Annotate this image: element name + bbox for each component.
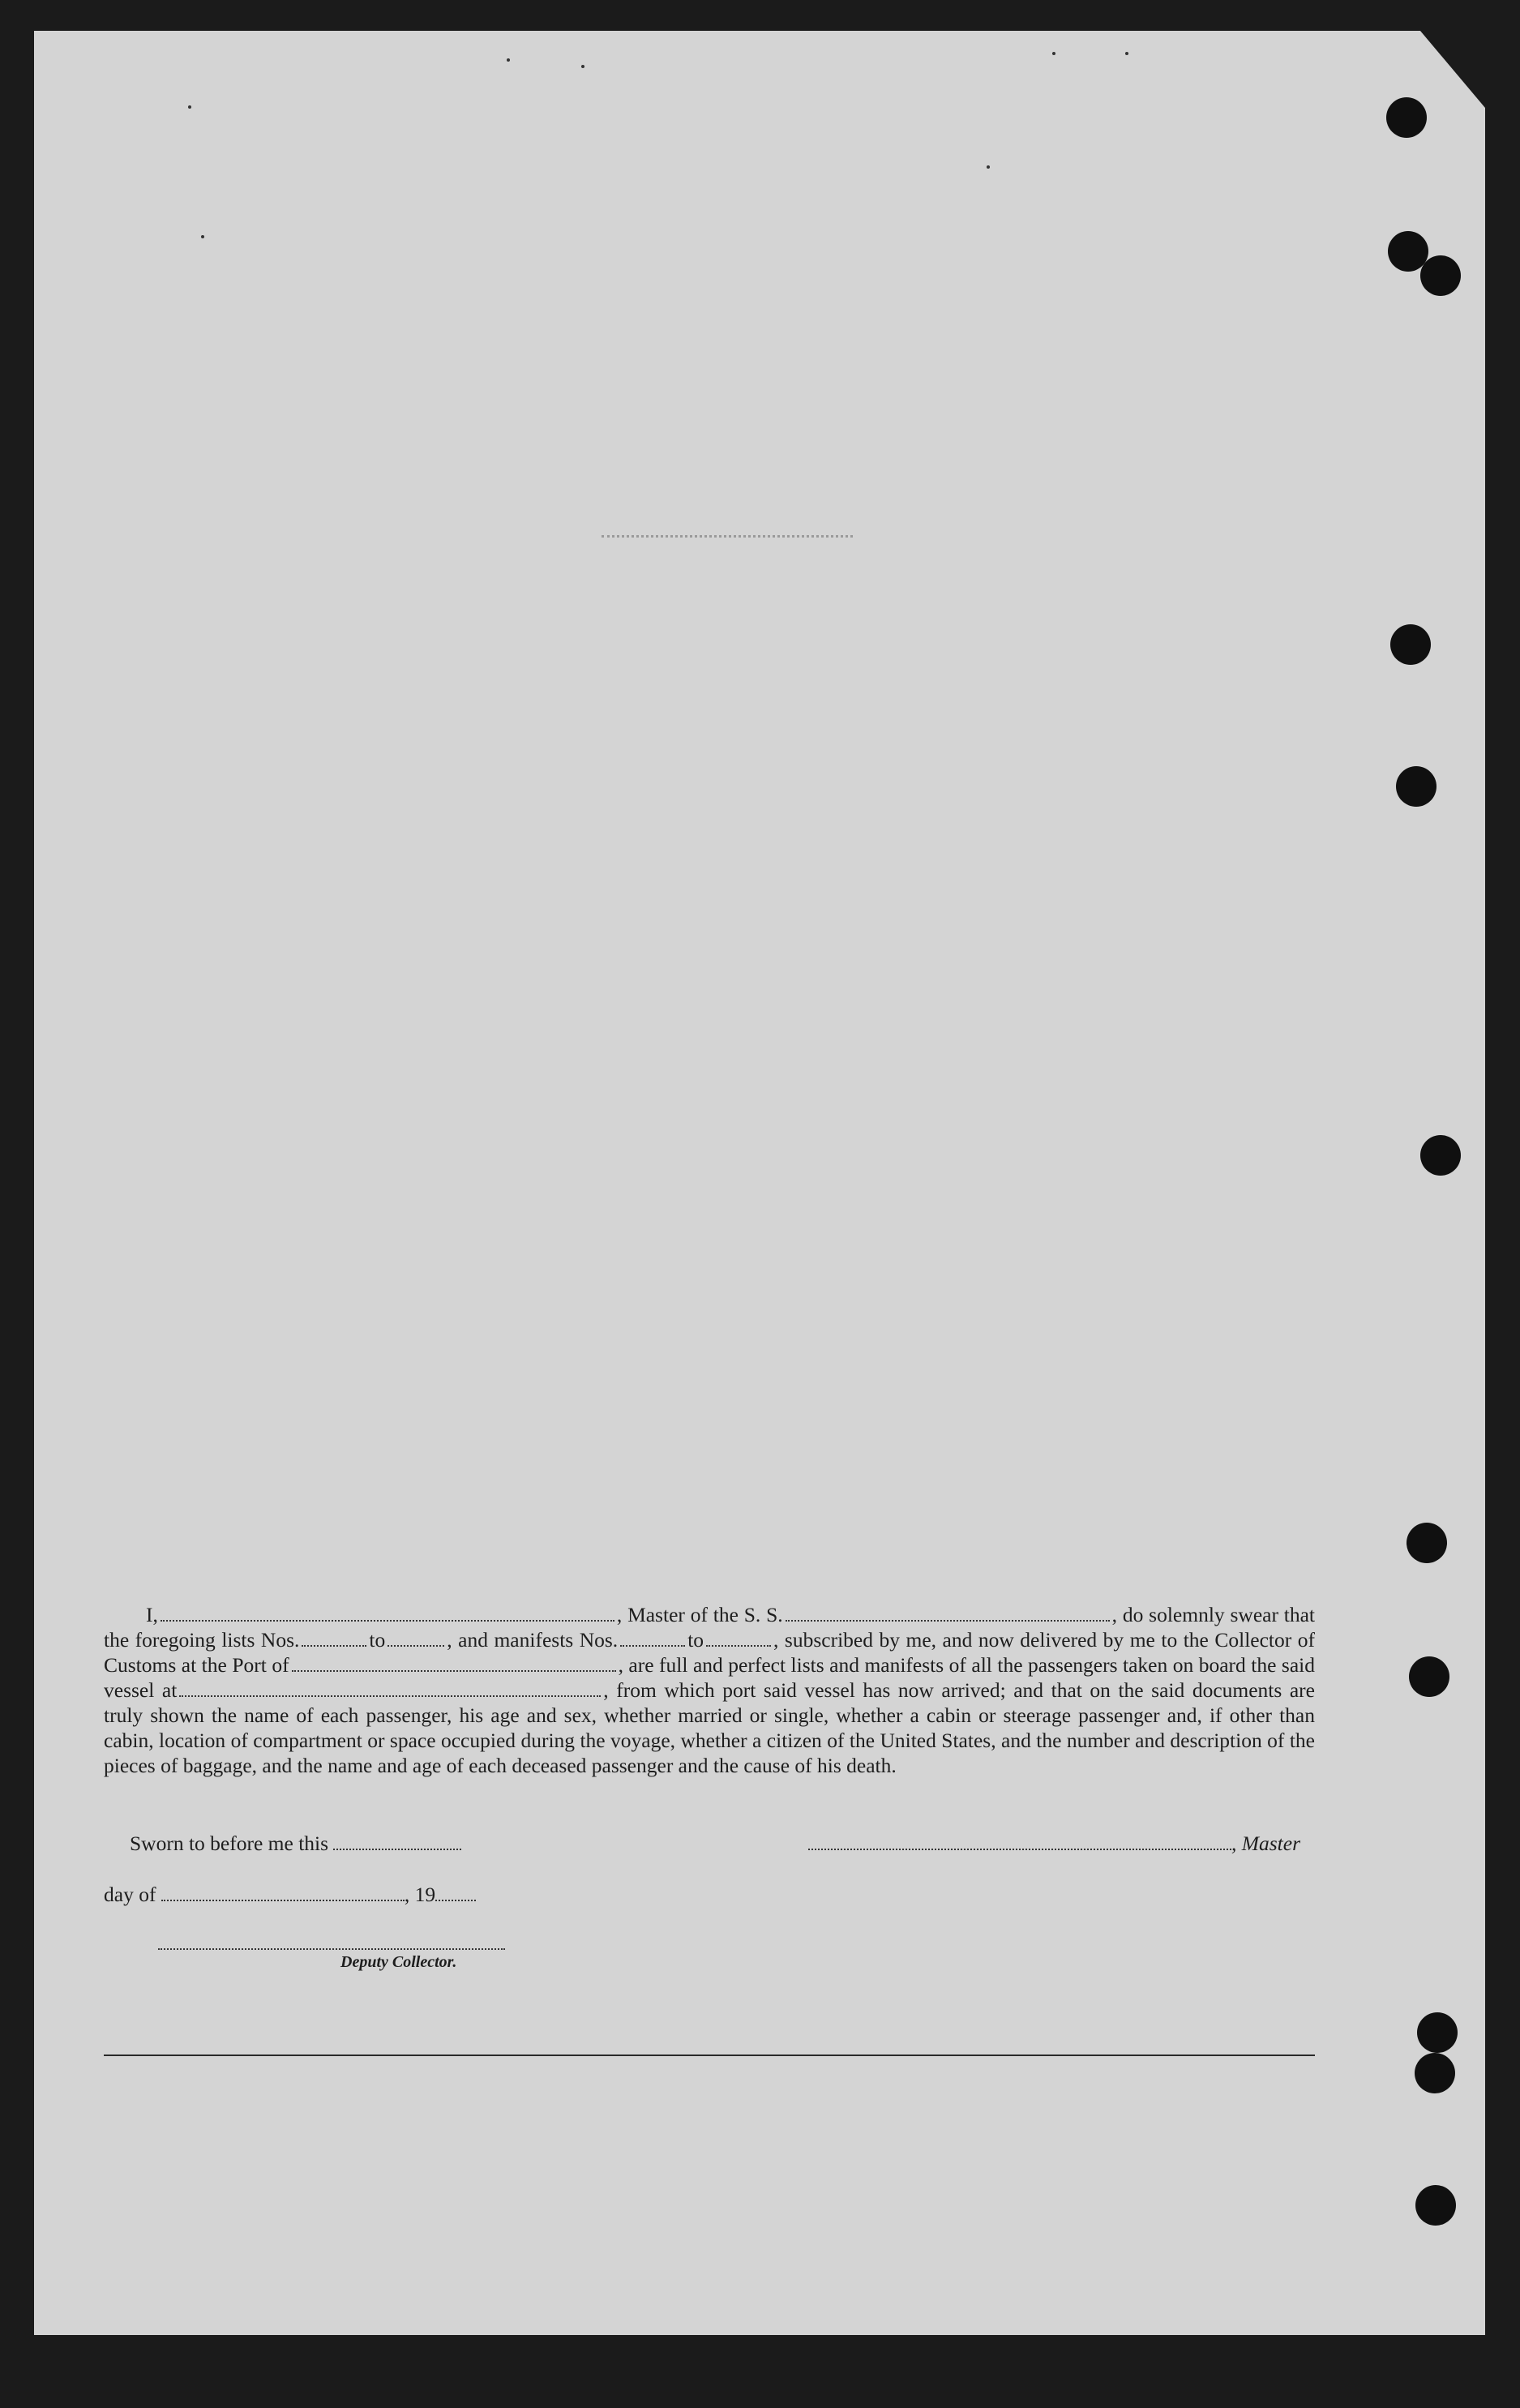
oath-to-2: to (687, 1628, 704, 1652)
faint-dotted-line (602, 535, 853, 539)
speck (1125, 52, 1128, 55)
speck (581, 65, 584, 68)
oath-master-of-ss: , Master of the S. S. (616, 1603, 783, 1626)
deputy-signature-line (158, 1948, 505, 1950)
manifest-page (34, 31, 1485, 2335)
bottom-rule (104, 2055, 1315, 2056)
port-blank (292, 1669, 616, 1672)
manifest-from-blank (620, 1644, 685, 1647)
sworn-day-blank (333, 1848, 461, 1850)
punch-hole (1409, 1656, 1449, 1697)
date-row (104, 1883, 476, 1907)
year-prefix: , 19 (404, 1883, 436, 1906)
punch-hole (1420, 1135, 1461, 1176)
punch-hole (1417, 2012, 1458, 2053)
punch-hole (1407, 1523, 1447, 1563)
speck (1052, 52, 1055, 55)
master-label: , Master (1231, 1832, 1300, 1855)
punch-hole (1386, 97, 1427, 138)
oath-i: I, (146, 1603, 158, 1626)
year-blank (435, 1899, 476, 1901)
deputy-collector-label: Deputy Collector. (340, 1953, 457, 1971)
oath-are-full: , are full and perfect lists and manifests of all the passengers taken on board the said vessel at (104, 1653, 1315, 1702)
month-blank (161, 1899, 405, 1901)
speck (201, 235, 204, 238)
name-blank (161, 1619, 614, 1622)
departure-port-blank (179, 1695, 601, 1697)
oath-and-manifests: , and manifests Nos. (447, 1628, 619, 1652)
punch-hole (1415, 2053, 1455, 2093)
master-signature-row (808, 1832, 1300, 1856)
speck (188, 105, 191, 109)
oath-from-which: , from which port said vessel has now arrived; and that on the said documents are truly shown the name of each passenger, his age and sex, whether married or single, whether a cabin or steerage passenger and, if other than cabin, location of compartment or space occupied during the voyage, whether a citizen of the United States, and the number and description of the pieces of baggage, and the name and age of each deceased passenger and the cause of his death. (104, 1678, 1315, 1777)
oath-do-solemnly: , do solemnly swear that the foregoing lists Nos. (104, 1603, 1315, 1652)
masters-oath (104, 1602, 1315, 1778)
punch-hole (1390, 624, 1431, 665)
sworn-label: Sworn to before me this (130, 1832, 329, 1855)
master-signature-blank (808, 1848, 1231, 1850)
sworn-row (130, 1832, 461, 1856)
punch-hole (1396, 766, 1437, 807)
punch-hole (1415, 2185, 1456, 2226)
list-to-blank (387, 1644, 444, 1647)
punch-hole (1420, 255, 1461, 296)
ship-name-blank (786, 1619, 1110, 1622)
oath-to-1: to (369, 1628, 386, 1652)
speck (507, 58, 510, 62)
list-from-blank (302, 1644, 366, 1647)
speck (987, 165, 990, 169)
day-of-label: day of (104, 1883, 156, 1906)
manifest-to-blank (706, 1644, 771, 1647)
oath-subscribed: , subscribed by me, and now delivered by me to the Collector of Customs at the Port of (104, 1628, 1316, 1677)
